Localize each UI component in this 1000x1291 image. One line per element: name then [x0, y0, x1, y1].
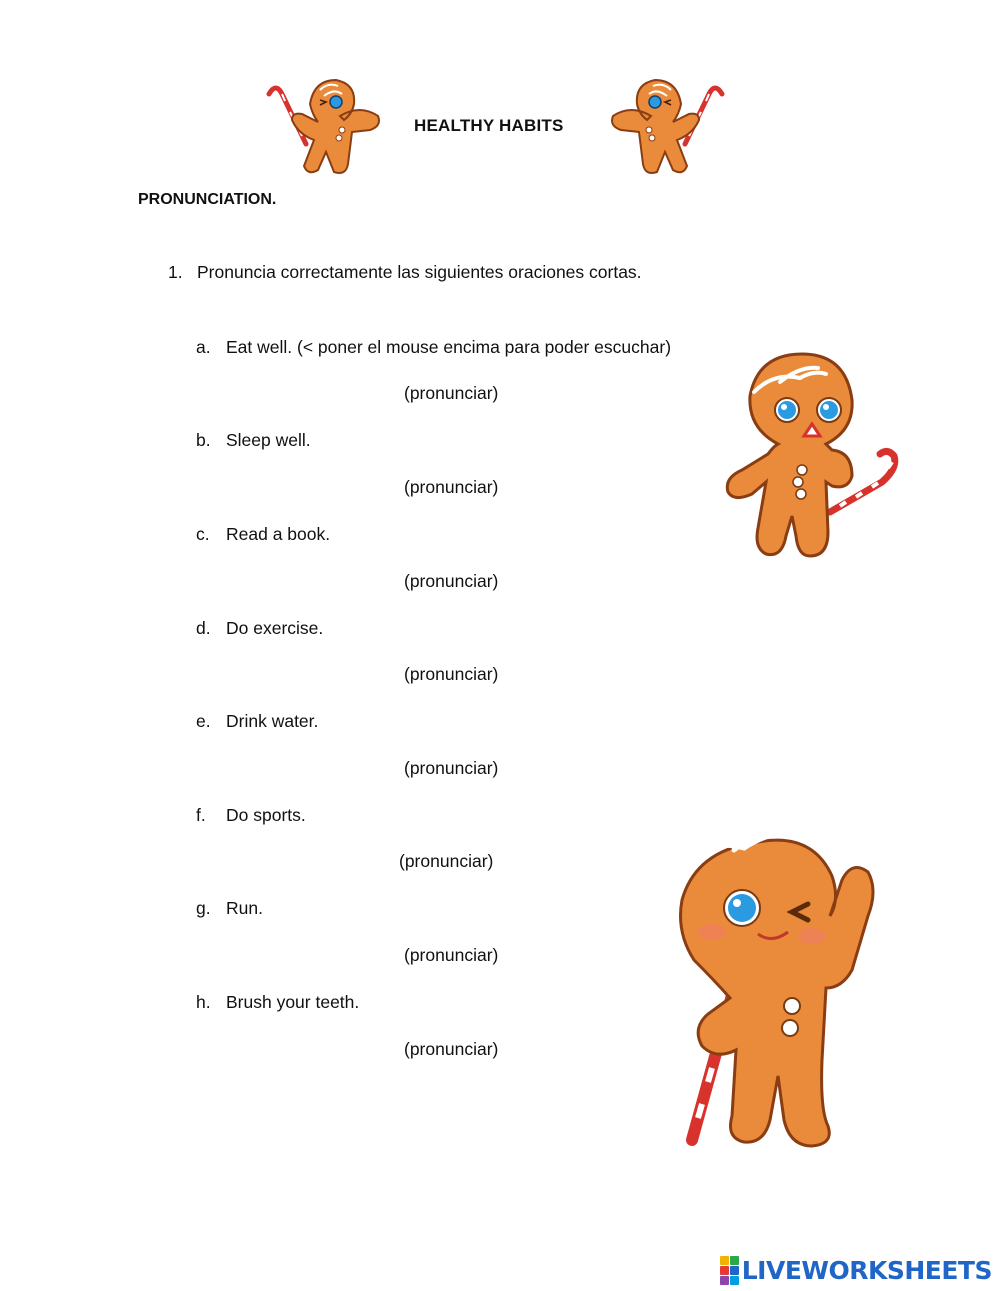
pronounce-audio-button[interactable]: (pronunciar) — [399, 851, 494, 871]
gingerbread-cookie-icon — [722, 352, 908, 564]
pronounce-audio-button[interactable]: (pronunciar) — [404, 1039, 499, 1059]
item-text: Eat well. (< poner el mouse encima para poder escuchar) — [226, 337, 672, 357]
pronounce-audio-button[interactable]: (pronunciar) — [404, 571, 499, 591]
item-letter: d. — [196, 618, 211, 638]
pronounce-audio-button[interactable]: (pronunciar) — [404, 945, 499, 965]
item-letter: h. — [196, 992, 211, 1012]
item-text: Do exercise. — [226, 618, 324, 638]
section-heading: PRONUNCIATION. — [138, 191, 277, 208]
pronounce-audio-button[interactable]: (pronunciar) — [404, 664, 499, 684]
item-text: Do sports. — [226, 805, 306, 825]
item-letter: b. — [196, 430, 211, 450]
gingerbread-cookie-icon — [262, 74, 387, 178]
item-text: Sleep well. — [226, 430, 311, 450]
pronounce-audio-button[interactable]: (pronunciar) — [404, 383, 499, 403]
pronounce-audio-button[interactable]: (pronunciar) — [404, 758, 499, 778]
item-letter: e. — [196, 711, 211, 731]
liveworksheets-logo-icon — [720, 1256, 992, 1285]
gingerbread-cookie-icon — [604, 74, 729, 178]
item-text: Brush your teeth. — [226, 992, 360, 1012]
question-text: Pronuncia correctamente las siguientes oraciones cortas. — [197, 262, 642, 282]
item-letter: a. — [196, 337, 211, 357]
pronounce-audio-button[interactable]: (pronunciar) — [404, 477, 499, 497]
item-letter: g. — [196, 898, 211, 918]
brand-name: LIVEWORKSHEETS — [741, 1256, 992, 1285]
item-letter: f. — [196, 805, 206, 825]
item-text: Drink water. — [226, 711, 319, 731]
item-text: Read a book. — [226, 524, 331, 544]
gingerbread-cookie-icon — [672, 820, 882, 1150]
item-text: Run. — [226, 898, 263, 918]
item-letter: c. — [196, 524, 210, 544]
question-number: 1. — [168, 262, 183, 282]
page-title: HEALTHY HABITS — [414, 116, 564, 135]
